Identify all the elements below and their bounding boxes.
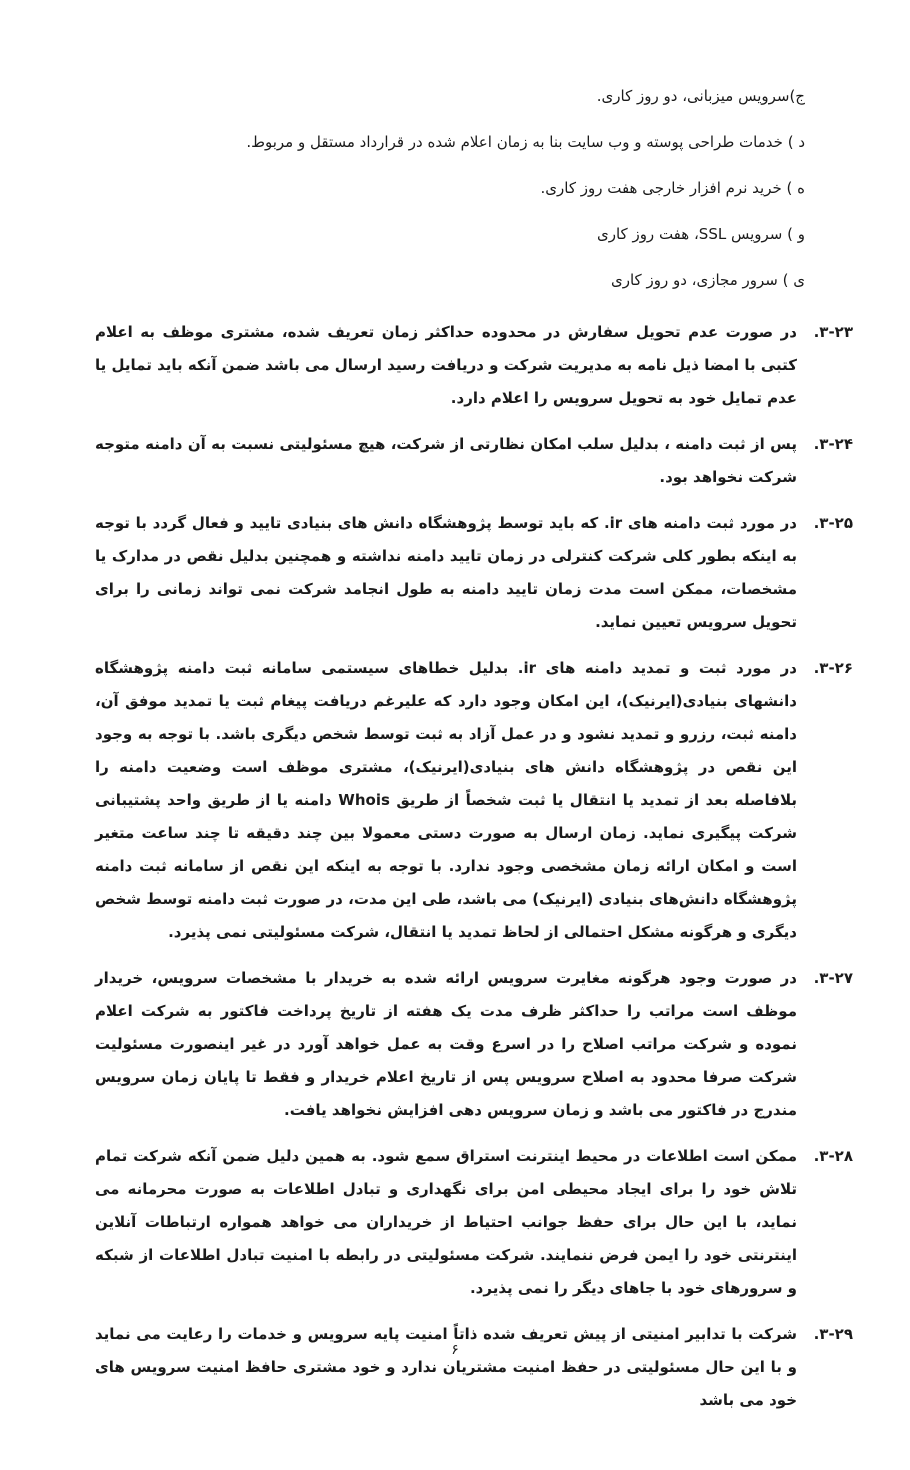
clause-text: در صورت عدم تحویل سفارش در محدوده حداکثر زمان تعریف شده، مشتری موظف به اعلام کتبی با امضا ذیل نامه به مدیریت شرکت و دریافت رسید ارسال می باشد ضمن آنکه باید تمایل یا عدم تمایل خود به تحویل سرویس را اعلام دارد. xyxy=(95,323,797,407)
page-number: ۶ xyxy=(451,1342,459,1358)
clause-row xyxy=(95,962,853,1127)
clause-text: ممکن است اطلاعات در محیط اینترنت استراق سمع شود. به همین دلیل ضمن آنکه شرکت تمام تلاش خود را برای ایجاد محیطی امن برای نگهداری و تبادل اطلاعات به صورت محرمانه می نماید، با این حال برای حفظ جوانب احتیاط از خریداران می خواهد همواره ارتباطات آنلاین اینترنتی خود را ایمن فرض ننمایند. شرکت مسئولیتی در رابطه با امنیت تبادل اطلاعات از شبکه و سرورهای خود با جاهای دیگر را نمی پذیرد. xyxy=(95,1147,797,1297)
clause-number: ۳-۲۸. xyxy=(813,1147,853,1165)
service-delivery-item: د ) خدمات طراحی پوسته و وب سایت بنا به زمان اعلام شده در قرارداد مستقل و مربوط. xyxy=(246,133,805,151)
service-delivery-times-list xyxy=(95,86,853,290)
clause-row xyxy=(95,652,853,949)
clause-row xyxy=(95,507,853,639)
clause-row xyxy=(95,428,853,494)
clause-text: پس از ثبت دامنه ، بدلیل سلب امکان نظارتی از شرکت، هیچ مسئولیتی نسبت به آن دامنه متوجه شرکت نخواهد بود. xyxy=(95,435,797,486)
clause-text: شرکت با تدابیر امنیتی از پیش تعریف شده ذاتاً امنیت پایه سرویس و خدمات را رعایت می نماید و با این حال مسئولیتی در حفظ امنیت مشتریان ندارد و خود مشتری حافظ امنیت سرویس های خود می باشد xyxy=(95,1325,797,1409)
clause-number: ۳-۲۵. xyxy=(813,514,853,532)
clause-row xyxy=(95,1318,853,1417)
clause-row xyxy=(95,316,853,415)
clause-text: در مورد ثبت و تمدید دامنه های ir. بدلیل خطاهای سیستمی سامانه ثبت دامنه پژوهشگاه دانشهای بنیادی(ایرنیک)، این امکان وجود دارد که علیرغم دریافت پیغام ثبت یا تمدید موفق آن، دامنه ثبت، رزرو و تمدید نشود و در عمل آزاد به ثبت توسط شخص دیگری باشد. با توجه به وجود این نقص در پژوهشگاه دانش های بنیادی(ایرنیک)، مشتری موظف است وضعیت دامنه را بلافاصله بعد از تمدید یا انتقال یا ثبت شخصاً از طریق Whois دامنه یا از طریق واحد پشتیبانی شرکت پیگیری نماید. زمان ارسال به صورت دستی معمولا بین چند دقیقه تا چند ساعت متغیر است و امکان ارائه زمان مشخصی وجود ندارد. با توجه به اینکه این نقص از سامانه ثبت دامنه پژوهشگاه دانش‌های بنیادی (ایرنیک) می باشد، طی این مدت، در صورت ثبت دامنه توسط شخص دیگری و هرگونه مشکل احتمالی از لحاظ تمدید یا انتقال، شرکت مسئولیتی نمی پذیرد. xyxy=(95,659,797,941)
clause-number: ۳-۲۳. xyxy=(813,323,853,341)
clause-text: در مورد ثبت دامنه های ir. که باید توسط پژوهشگاه دانش های بنیادی تایید و فعال گردد با توجه به اینکه بطور کلی شرکت کنترلی در زمان تایید دامنه نداشته و همچنین بدلیل نقص در مدارک یا مشخصات، ممکن است مدت زمان تایید دامنه به طول انجامد شرکت نمی تواند زمانی را برای تحویل سرویس تعیین نماید. xyxy=(95,514,797,631)
clause-text: در صورت وجود هرگونه مغایرت سرویس ارائه شده به خریدار با مشخصات سرویس، خریدار موظف است مراتب را حداکثر ظرف مدت یک هفته از تاریخ پرداخت فاکتور به شرکت اعلام نموده و شرکت مراتب اصلاح را در اسرع وقت به عمل خواهد آورد در غیر اینصورت مسئولیت شرکت صرفا محدود به اصلاح سرویس پس از تاریخ اعلام خریدار و فقط تا پایان زمان سرویس مندرج در فاکتور می باشد و زمان سرویس دهی افزایش نخواهد یافت. xyxy=(95,969,797,1119)
service-delivery-item: و ) سرویس SSL، هفت روز کاری xyxy=(596,225,805,243)
terms-clauses-list xyxy=(95,316,853,1417)
service-delivery-item: ه ) خرید نرم افزار خارجی هفت روز کاری. xyxy=(540,179,805,197)
clause-number: ۳-۲۶. xyxy=(813,659,853,677)
page-footer xyxy=(0,1339,910,1358)
clause-number: ۳-۲۷. xyxy=(813,969,853,987)
clause-number: ۳-۲۹. xyxy=(813,1325,853,1343)
service-delivery-item: ی ) سرور مجازی، دو روز کاری xyxy=(611,271,805,289)
clause-number: ۳-۲۴. xyxy=(813,435,853,453)
clause-row xyxy=(95,1140,853,1305)
service-delivery-item: ج)سرویس میزبانی، دو روز کاری. xyxy=(596,87,805,105)
